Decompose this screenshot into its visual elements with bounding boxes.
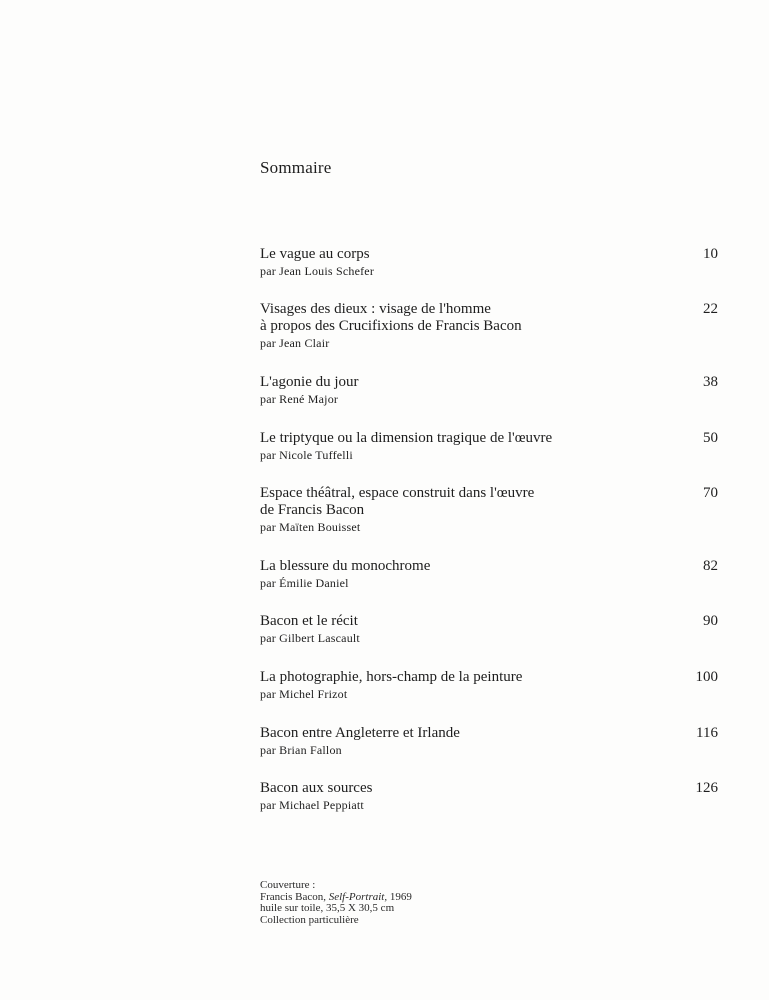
entry-page-number: 82	[703, 558, 718, 574]
entry-title: La blessure du monochrome	[260, 558, 431, 574]
entry-title: Bacon entre Angleterre et Irlande	[260, 725, 460, 741]
entry-page-number: 10	[703, 246, 718, 262]
toc-entry	[260, 430, 718, 463]
cover-label: Couverture :	[260, 879, 316, 891]
cover-medium: huile sur toile, 35,5 X 30,5 cm	[260, 902, 395, 914]
cover-credit	[260, 880, 412, 926]
toc-entry	[260, 485, 718, 535]
toc-entry	[260, 613, 718, 646]
entry-title: L'agonie du jour	[260, 374, 359, 390]
entry-author: par René Major	[260, 392, 339, 406]
toc-entry	[260, 246, 718, 279]
entry-author: par Brian Fallon	[260, 743, 342, 757]
entry-author: par Nicole Tuffelli	[260, 448, 353, 462]
entry-page-number: 116	[696, 725, 718, 741]
entry-title: Espace théâtral, espace construit dans l'œuvre de Francis Bacon	[260, 485, 535, 518]
toc-entry	[260, 558, 718, 591]
entry-author: par Jean Clair	[260, 336, 330, 350]
entry-page-number: 126	[695, 780, 718, 796]
entry-page-number: 90	[703, 613, 718, 629]
entry-author: par Maïten Bouisset	[260, 520, 361, 534]
entry-title: Bacon aux sources	[260, 780, 373, 796]
entry-title: La photographie, hors-champ de la peinture	[260, 669, 523, 685]
entry-page-number: 38	[703, 374, 718, 390]
cover-collection: Collection particulière	[260, 913, 359, 926]
toc-entry	[260, 374, 718, 407]
entry-author: par Émilie Daniel	[260, 576, 349, 590]
cover-work-title: Self-Portrait,	[328, 890, 388, 903]
entry-page-number: 50	[703, 430, 718, 446]
toc-entry	[260, 301, 718, 351]
toc-entry	[260, 780, 718, 813]
toc-entry	[260, 725, 718, 758]
entry-title: Visages des dieux : visage de l'homme à propos des Crucifixions de Francis Bacon	[260, 301, 522, 334]
page-title: Sommaire	[260, 158, 332, 177]
entry-page-number: 22	[703, 301, 718, 317]
entry-author: par Gilbert Lascault	[260, 631, 360, 645]
entry-page-number: 70	[703, 485, 718, 501]
toc-entry	[260, 669, 718, 702]
cover-artist: Francis Bacon,	[260, 890, 326, 903]
entry-author: par Michael Peppiatt	[260, 798, 364, 812]
entry-author: par Jean Louis Schefer	[260, 264, 375, 278]
entry-title: Le vague au corps	[260, 246, 370, 262]
cover-year: 1969	[389, 890, 412, 903]
entry-title: Le triptyque ou la dimension tragique de l'œuvre	[260, 430, 553, 446]
entry-author: par Michel Frizot	[260, 687, 348, 701]
entry-page-number: 100	[695, 669, 718, 685]
entry-title: Bacon et le récit	[260, 613, 358, 629]
